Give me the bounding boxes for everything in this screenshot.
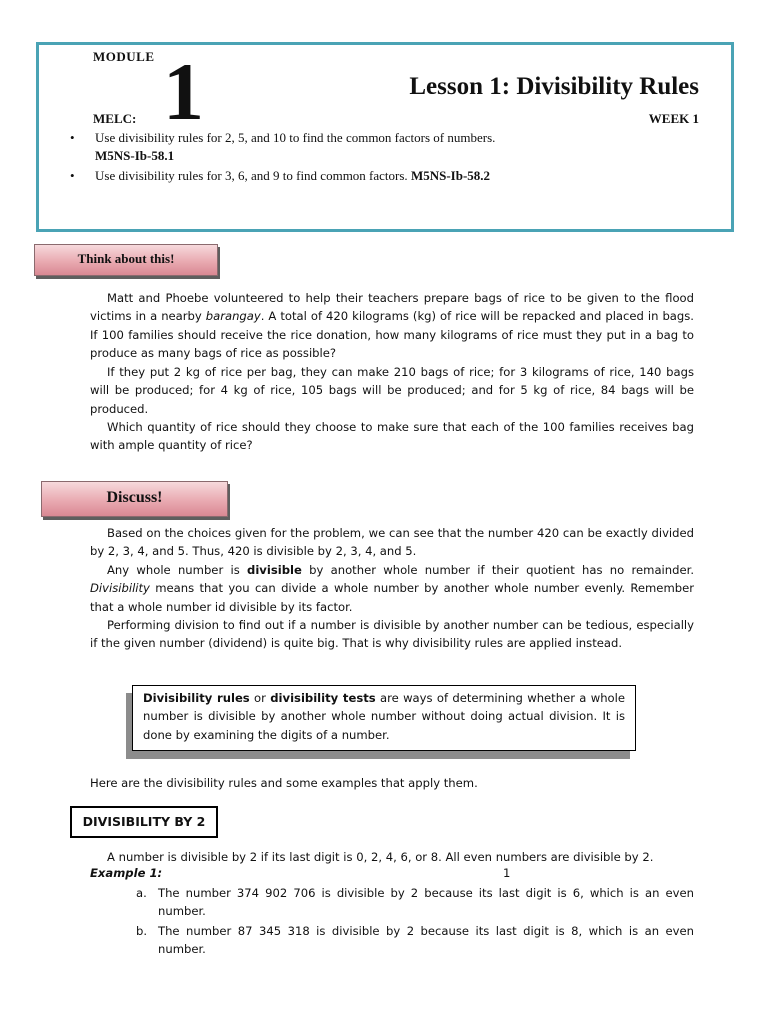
discuss-p2-c: means that you can divide a whole number by another whole number evenly. Remember that a whole number id divisible by its factor. <box>90 581 694 614</box>
example-item <box>132 884 694 921</box>
discuss-paragraph-1: Based on the choices given for the problem, we can see that the number 420 can be exactly divided by 2, 3, 4, and 5. Thus, 420 is divisible by 2, 3, 4, and 5. <box>90 526 694 559</box>
discuss-p2-italic: Divisibility <box>90 581 150 596</box>
example-letter: b. <box>136 923 148 938</box>
def-mid: or <box>249 691 271 705</box>
melc-label: MELC: <box>93 111 137 126</box>
melc-code: M5NS-Ib-58.2 <box>410 168 491 183</box>
bullet-icon: • <box>70 130 75 145</box>
page-number: 1 <box>503 866 511 880</box>
def-bold-1: Divisibility rules <box>143 691 250 705</box>
discuss-paragraph-3: Performing division to find out if a number is divisible by another number can be tedious, especially if the given number (dividend) is quite big. That is why divisibility rules are applied instead. <box>90 618 694 651</box>
discuss-p2-bold: divisible <box>247 563 302 577</box>
think-paragraph-3: Which quantity of rice should they choose to make sure that each of the 100 families receives bag with ample quantity of rice? <box>90 420 694 453</box>
divisibility-by-2-heading: DIVISIBILITY BY 2 <box>70 806 218 838</box>
example-text: The number 374 902 706 is divisible by 2 because its last digit is 6, which is an even number. <box>158 886 694 919</box>
module-header-box <box>36 42 734 232</box>
example-text: The number 87 345 318 is divisible by 2 because its last digit is 8, which is an even number. <box>158 923 694 956</box>
melc-item <box>67 167 707 185</box>
melc-text: Use divisibility rules for 3, 6, and 9 to find common factors. <box>95 168 408 183</box>
think-p1-italic: barangay <box>205 309 261 324</box>
rule-2-statement: A number is divisible by 2 if its last digit is 0, 2, 4, 6, or 8. All even numbers are divisible by 2. <box>107 850 654 864</box>
example-letter: a. <box>136 886 147 900</box>
discuss-p2-b: by another whole number if their quotient has no remainder. <box>301 563 695 577</box>
def-bold-2: divisibility tests <box>270 691 376 705</box>
bullet-icon: • <box>70 168 75 183</box>
intro-line: Here are the divisibility rules and some examples that apply them. <box>90 776 478 790</box>
lesson-title: Lesson 1: Divisibility Rules <box>409 73 699 100</box>
def-rest: are ways of determining whether a whole number is divisible by another whole number without doing actual division. It is done by examining the digits of a number. <box>143 691 626 742</box>
module-label: MODULE <box>93 49 155 64</box>
example-list <box>132 884 694 959</box>
example-label: Example 1: <box>90 866 163 880</box>
think-p1-a: Matt and Phoebe volunteered to help their teachers prepare bags of rice to be given to the flood victims in a nearby <box>90 291 694 324</box>
think-p1-b: . A total of 420 kilograms (kg) of rice will be repacked and placed in bags. If 100 families should receive the rice donation, how many kilograms of rice must they put in a bag to produce as many bags of rice as possible? <box>90 309 694 360</box>
discuss-tab: Discuss! <box>41 481 228 517</box>
think-paragraph-1 <box>90 289 694 362</box>
example-item <box>132 922 694 959</box>
think-about-this-tab: Think about this! <box>34 244 218 276</box>
melc-item <box>67 129 707 165</box>
think-paragraph-2: If they put 2 kg of rice per bag, they can make 210 bags of rice; for 3 kilograms of rice, 140 bags will be produced; for 4 kg of rice, 105 bags will be produced; and for 5 kg of rice, 84 bags will be produced. <box>90 365 694 416</box>
discuss-p2-a: Any whole number is <box>107 563 248 577</box>
definition-box <box>132 685 636 751</box>
melc-list <box>67 129 707 187</box>
melc-code: M5NS-Ib-58.1 <box>95 148 175 163</box>
discuss-paragraph-2 <box>90 561 694 616</box>
week-label: WEEK 1 <box>648 111 699 126</box>
module-number: 1 <box>163 46 204 137</box>
melc-text: Use divisibility rules for 2, 5, and 10 to find the common factors of numbers. <box>95 130 496 145</box>
